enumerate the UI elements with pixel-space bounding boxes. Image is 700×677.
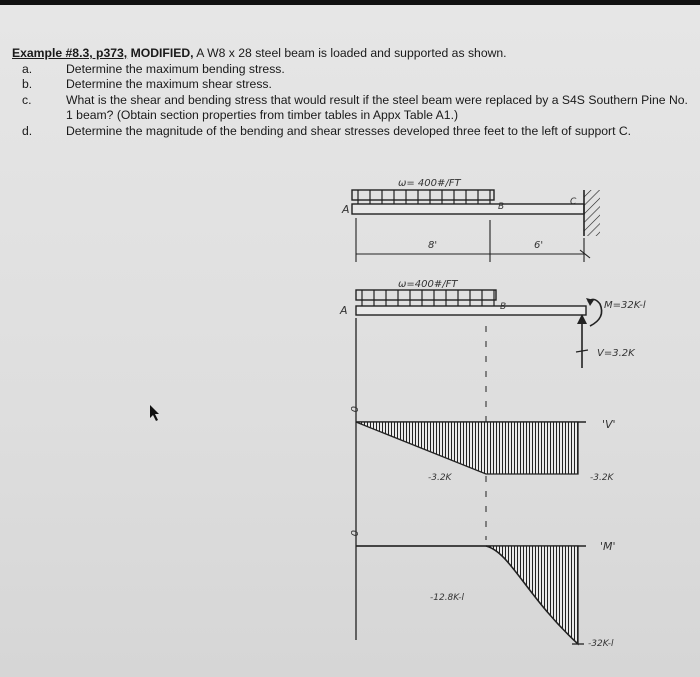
problem-statement: A W8 x 28 steel beam is loaded and supported as shown.	[196, 46, 507, 60]
moment-value-end: -32K-l	[588, 639, 614, 649]
fig2-point-b: B	[500, 302, 507, 312]
fig1-fixed-support	[584, 190, 600, 236]
moment-diagram	[348, 530, 616, 649]
moment-title: 'M'	[600, 540, 616, 553]
example-ref: Example #8.3, p373,	[12, 46, 128, 60]
fig1-dimension-lines	[356, 218, 590, 262]
shear-zero-label: 0	[348, 406, 359, 413]
shear-title: 'V'	[602, 418, 616, 431]
modified-tag: MODIFIED,	[130, 46, 194, 60]
fig1-beam	[352, 204, 584, 214]
fig1-load-label: ω= 400#/FT	[398, 178, 461, 189]
fig1-point-b: B	[498, 202, 505, 212]
fig1-point-c: C	[570, 197, 577, 207]
question-c: c. What is the shear and bending stress that would result if the steel beam were replaced by a S4S Southern Pine No. 1 beam? (Obtain section properties from timber tables in Appx Table A1.)	[22, 92, 688, 123]
question-d: d. Determine the magnitude of the bending and shear stresses developed three feet to the left of support C.	[22, 123, 632, 138]
fig1-dim-bc: 6'	[534, 240, 544, 251]
moment-area	[356, 546, 578, 644]
fig2-reaction-moment: M=32K-l	[604, 300, 646, 311]
fig2-load-block	[356, 290, 496, 300]
shear-value-end: -3.2K	[590, 473, 614, 483]
figure-1-beam	[341, 178, 600, 262]
fig2-beam	[356, 306, 586, 315]
question-b: b. Determine the maximum shear stress.	[22, 77, 272, 92]
moment-value-mid: -12.8K-l	[430, 593, 465, 603]
shear-value-mid: -3.2K	[428, 473, 452, 483]
fig1-point-a: A	[342, 203, 350, 216]
moment-zero-label: 0	[348, 530, 359, 537]
shear-diagram	[348, 406, 616, 483]
mouse-cursor-icon	[150, 405, 159, 421]
shear-area	[356, 422, 578, 474]
question-a: a. Determine the maximum bending stress.	[22, 61, 285, 76]
fig1-load-arrows	[358, 190, 490, 204]
fig1-load-block	[352, 190, 494, 200]
fig2-reaction-shear: V=3.2K	[597, 348, 635, 359]
fig2-load-label: ω=400#/FT	[398, 279, 458, 290]
fig2-point-a: A	[340, 304, 348, 317]
fig1-dim-ab: 8'	[428, 240, 438, 251]
